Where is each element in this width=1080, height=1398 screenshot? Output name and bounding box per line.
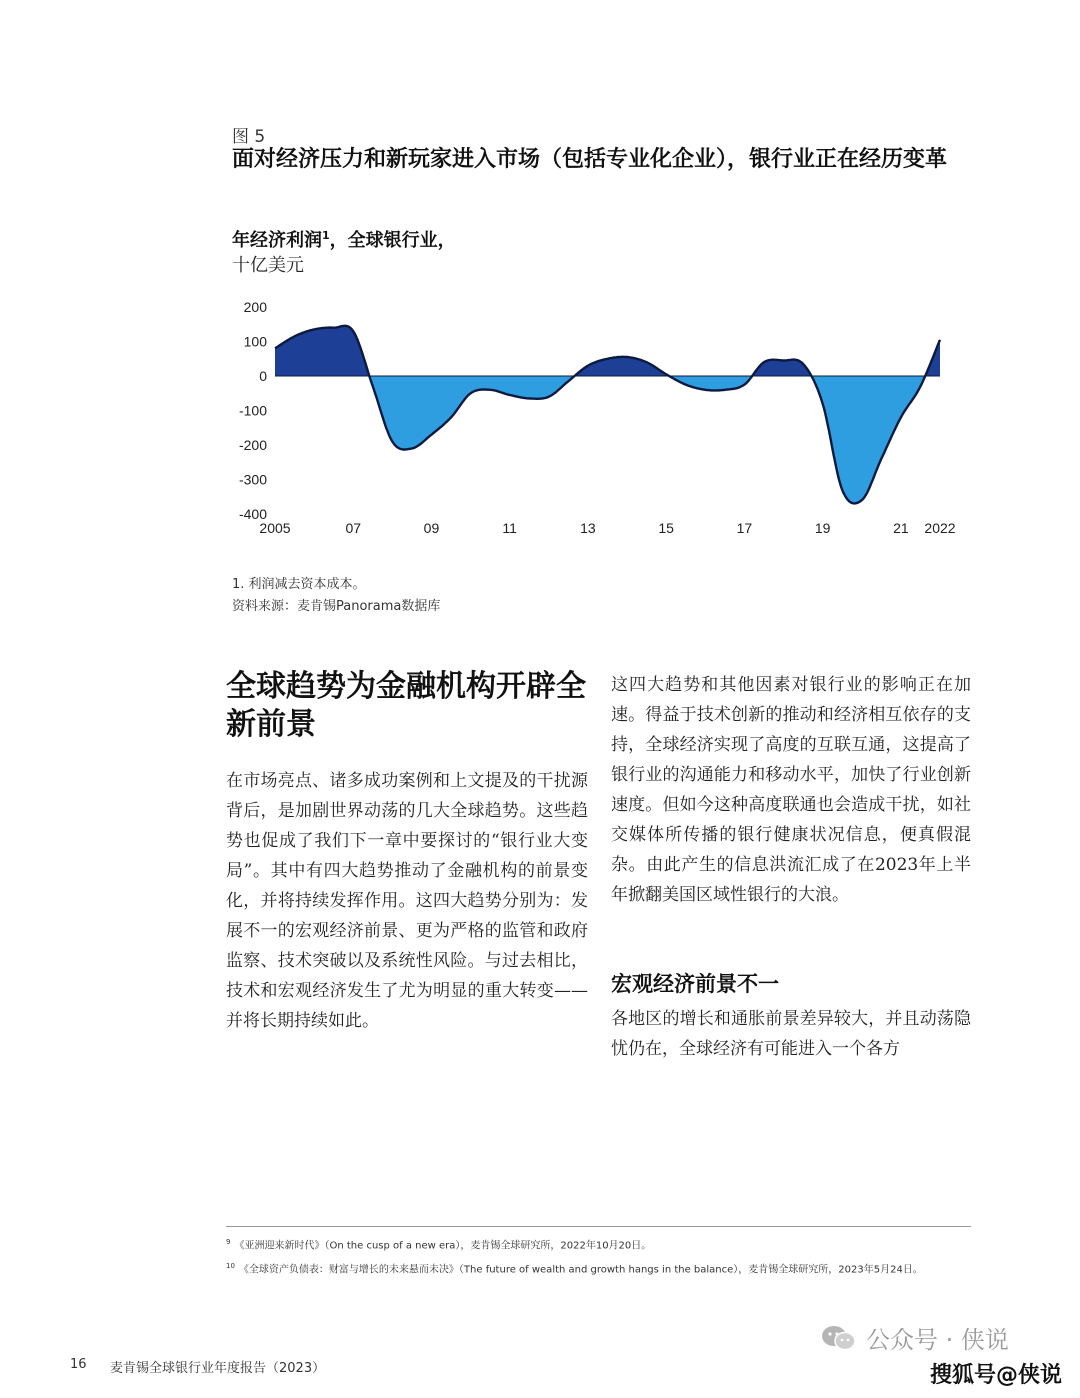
footnote-9	[226, 1232, 986, 1256]
section-left-body: 在市场亮点、诸多成功案例和上文提及的干扰源背后，是加剧世界动荡的几大全球趋势。这些趋势也促成了我们下一章中要探讨的“银行业大变局”。其中有四大趋势推动了金融机构的前景变化，并将持续发挥作用。这四大趋势分别为：发展不一的宏观经济前景、更为严格的监管和政府监察、技术突破以及系统性风险。与过去相比，技术和宏观经济发生了尤为明显的重大转变——并将长期持续如此。	[226, 771, 588, 1031]
subsection-heading: 宏观经济前景不一	[611, 972, 779, 996]
footnote-divider	[226, 1226, 971, 1227]
x-tick-label: 11	[502, 520, 517, 536]
footnote-text: 《亚洲迎来新时代》（On the cusp of a new era），麦肯锡全球研究所，2022年10月20日。	[234, 1240, 652, 1252]
x-tick-label: 2005	[259, 520, 291, 536]
chart-note-1: 1. 利润减去资本成本。	[232, 577, 366, 592]
footnote-text: 《全球资产负债表：财富与增长的未来悬而未决》（The future of wealth and growth hangs in the balance），麦肯锡全球研究所，2023年5月24日。	[238, 1264, 923, 1276]
footnote-number: 9	[226, 1238, 231, 1246]
x-tick-label: 15	[658, 520, 674, 536]
x-tick-label: 09	[423, 520, 440, 536]
footnotes	[226, 1232, 986, 1281]
wechat-icon	[820, 1324, 858, 1352]
chart-notes	[232, 574, 440, 618]
y-tick-label: -100	[238, 402, 267, 419]
y-tick-label: -400	[238, 506, 267, 522]
section-right-body: 这四大趋势和其他因素对银行业的影响正在加速。得益于技术创新的推动和经济相互依存的支持，全球经济实现了高度的互联互通，这提高了银行业的沟通能力和移动水平，加快了行业创新速度。但如今这种高度联通也会造成干扰，如社交媒体所传播的银行健康状况信息，便真假混杂。由此产生的信息洪流汇成了在2023年上半年掀翻美国区域性银行的大浪。	[611, 675, 971, 905]
page-number: 16	[70, 1357, 87, 1372]
footnote-10	[226, 1256, 986, 1280]
watermark-line-1: 公众号 · 侠说	[866, 1326, 1009, 1354]
footnote-number: 10	[226, 1262, 235, 1271]
chart-title-footnote-ref: 1	[322, 229, 330, 242]
subsection-body: 各地区的增长和通胀前景差异较大，并且动荡隐忧仍在，全球经济有可能进入一个各方	[611, 1009, 971, 1059]
economic-profit-chart	[225, 292, 965, 542]
y-tick-label: 200	[243, 299, 267, 315]
x-tick-label: 13	[580, 520, 596, 536]
chart-source: 资料来源：麦肯锡Panorama数据库	[232, 599, 441, 614]
watermark-sohu: 搜狐号@侠说	[930, 1363, 1063, 1388]
watermark-account	[820, 1320, 1009, 1355]
x-tick-label: 2022	[924, 520, 956, 536]
y-tick-label: 100	[243, 333, 267, 350]
x-tick-label: 21	[893, 520, 909, 536]
running-title: 麦肯锡全球银行业年度报告（2023）	[110, 1361, 326, 1376]
positive-profit-area	[275, 326, 940, 376]
chart-title	[232, 226, 456, 252]
figure-title: 面对经济压力和新玩家进入市场（包括专业化企业），银行业正在经历变革	[232, 147, 948, 172]
figure-label: 图 5	[232, 127, 266, 147]
chart-title-suffix: ，全球银行业，	[329, 230, 456, 251]
x-tick-label: 17	[736, 520, 753, 536]
x-tick-label: 19	[814, 520, 831, 536]
chart-title-text: 年经济利润	[232, 230, 322, 251]
section-heading: 全球趋势为金融机构开辟全新前景	[226, 669, 586, 742]
x-tick-label: 07	[345, 520, 362, 536]
y-tick-label: -300	[238, 471, 267, 488]
y-tick-label: -200	[238, 437, 267, 453]
y-tick-label: 0	[259, 368, 267, 384]
chart-unit: 十亿美元	[232, 255, 304, 276]
